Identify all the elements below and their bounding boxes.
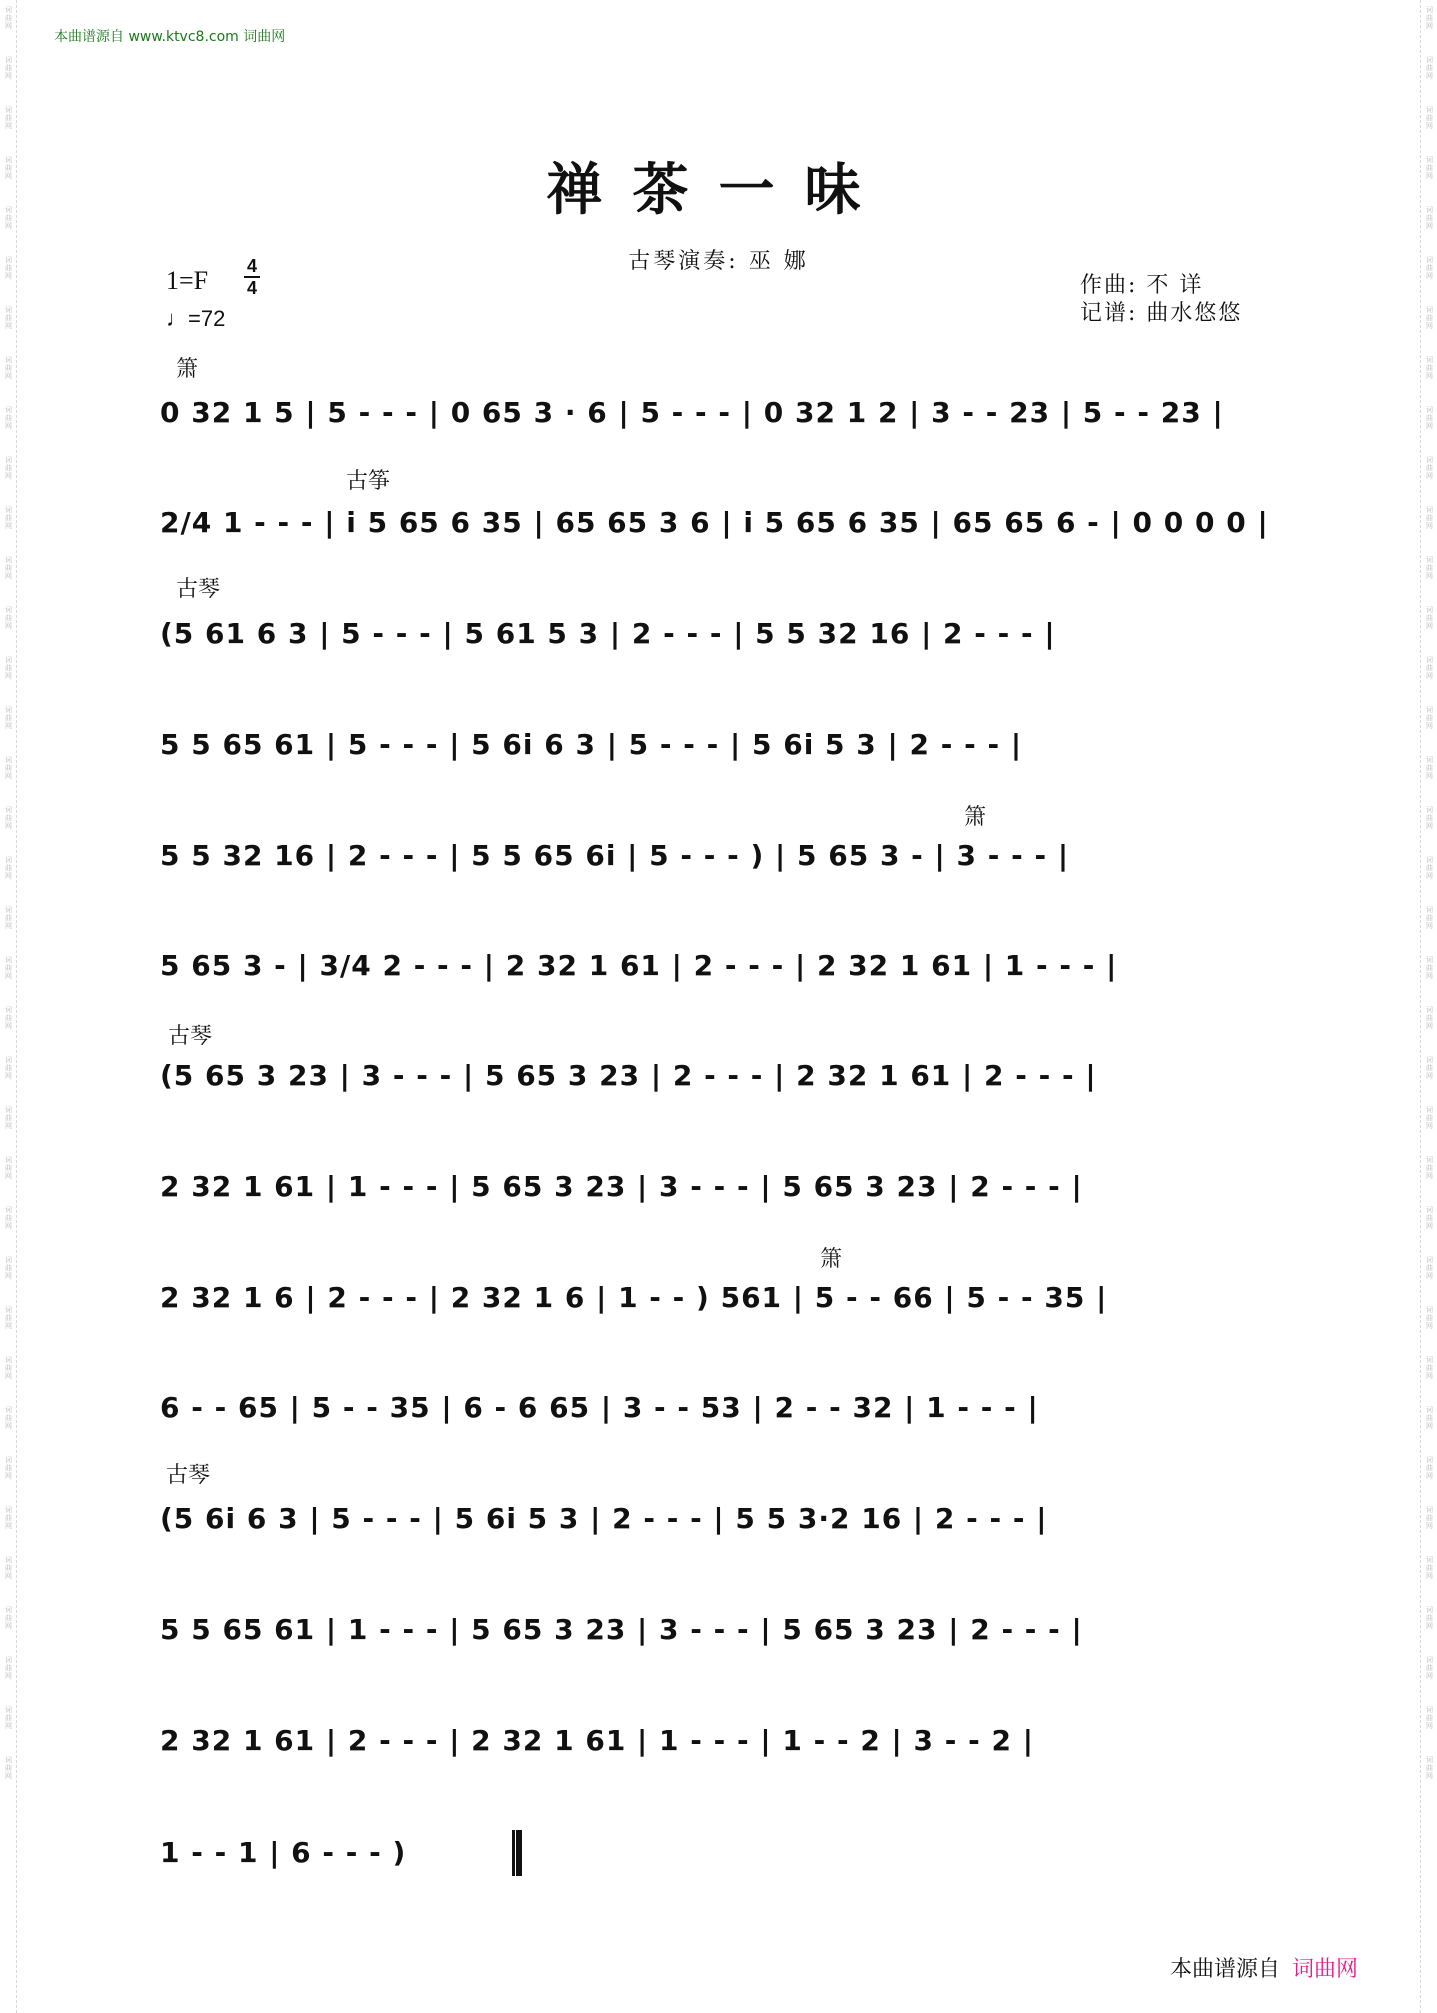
notation-line: 2 32 1 6 | 2 - - - | 2 32 1 6 | 1 - - ) 561 | 5 - - 66 | 5 - - 35 | [160,1281,1108,1314]
watermark-text: 词曲网 [1425,456,1434,480]
watermark-text: 词曲网 [1425,1106,1434,1130]
key-signature: 1=F [166,266,209,295]
source-footer-brand: 词曲网 [1292,1957,1359,1982]
watermark-text: 词曲网 [4,1656,13,1680]
watermark-text: 词曲网 [1425,1006,1434,1030]
watermark-text: 词曲网 [1425,256,1434,280]
watermark-strip-right [1420,0,1437,2013]
watermark-text: 词曲网 [4,306,13,330]
notation-line: 5 5 32 16 | 2 - - - | 5 5 65 6i | 5 - - - ) | 5 65 3 - | 3 - - - | [160,839,1070,872]
instrument-label: 古琴 [166,1463,211,1488]
watermark-text: 词曲网 [4,256,13,280]
watermark-text: 词曲网 [1425,1706,1434,1730]
watermark-text: 词曲网 [4,1106,13,1130]
instrument-label: 箫 [176,357,199,382]
watermark-text: 词曲网 [4,1006,13,1030]
watermark-strip-left [0,0,17,2013]
watermark-text: 词曲网 [1425,106,1434,130]
instrument-label: 箫 [964,805,987,830]
transcriber-credit: 记谱: 曲水悠悠 [1080,301,1243,326]
instrument-label: 古琴 [168,1024,213,1049]
watermark-text: 词曲网 [1425,656,1434,680]
watermark-text: 词曲网 [1425,1206,1434,1230]
watermark-text: 词曲网 [1425,306,1434,330]
instrument-label: 古筝 [346,469,391,494]
watermark-text: 词曲网 [1425,706,1434,730]
performer-line: 古琴演奏: 巫 娜 [628,249,809,274]
watermark-text: 词曲网 [4,906,13,930]
notation-line: 2/4 1 - - - | i 5 65 6 35 | 65 65 3 6 | i 5 65 6 35 | 65 65 6 - | 0 0 0 0 | [160,506,1269,539]
watermark-text: 词曲网 [4,706,13,730]
watermark-text: 词曲网 [4,1256,13,1280]
song-title: 禅茶一味 [546,157,891,223]
watermark-text: 词曲网 [4,806,13,830]
watermark-text: 词曲网 [4,1706,13,1730]
watermark-text: 词曲网 [1425,206,1434,230]
watermark-text: 词曲网 [4,106,13,130]
watermark-text: 词曲网 [4,1306,13,1330]
watermark-text: 词曲网 [4,1206,13,1230]
watermark-text: 词曲网 [1425,6,1434,30]
notation-line: 6 - - 65 | 5 - - 35 | 6 - 6 65 | 3 - - 53 | 2 - - 32 | 1 - - - | [160,1391,1039,1424]
watermark-text: 词曲网 [1425,1556,1434,1580]
notation-line: 2 32 1 61 | 1 - - - | 5 65 3 23 | 3 - - - | 5 65 3 23 | 2 - - - | [160,1170,1083,1203]
source-footer [1170,1952,1358,1983]
watermark-text: 词曲网 [4,156,13,180]
watermark-text: 词曲网 [1425,556,1434,580]
notation-line: 2 32 1 61 | 2 - - - | 2 32 1 61 | 1 - - - | 1 - - 2 | 3 - - 2 | [160,1724,1034,1757]
watermark-text: 词曲网 [4,6,13,30]
watermark-text: 词曲网 [4,556,13,580]
notation-line: 1 - - 1 | 6 - - - ) [160,1836,407,1869]
watermark-text: 词曲网 [1425,506,1434,530]
watermark-text: 词曲网 [4,1156,13,1180]
watermark-text: 词曲网 [1425,756,1434,780]
watermark-text: 词曲网 [1425,1356,1434,1380]
source-header: 本曲谱源自 www.ktvc8.com 词曲网 [54,29,286,45]
source-footer-prefix: 本曲谱源自 [1170,1957,1281,1982]
watermark-text: 词曲网 [1425,1506,1434,1530]
notation-line: (5 61 6 3 | 5 - - - | 5 61 5 3 | 2 - - - | 5 5 32 16 | 2 - - - | [160,617,1056,650]
watermark-text: 词曲网 [4,856,13,880]
notation-line: (5 65 3 23 | 3 - - - | 5 65 3 23 | 2 - - - | 2 32 1 61 | 2 - - - | [160,1059,1097,1092]
watermark-text: 词曲网 [1425,406,1434,430]
watermark-text: 词曲网 [1425,1256,1434,1280]
notation-line: 5 65 3 - | 3/4 2 - - - | 2 32 1 61 | 2 - - - | 2 32 1 61 | 1 - - - | [160,949,1118,982]
watermark-text: 词曲网 [1425,1056,1434,1080]
time-signature-top: 4 [246,256,257,276]
watermark-text: 词曲网 [1425,56,1434,80]
tempo-marking: ♩=72 [166,306,226,331]
watermark-text: 词曲网 [1425,1656,1434,1680]
watermark-text: 词曲网 [4,956,13,980]
watermark-text: 词曲网 [1425,1606,1434,1630]
notation-line: (5 6i 6 3 | 5 - - - | 5 6i 5 3 | 2 - - - | 5 5 3·2 16 | 2 - - - | [160,1502,1048,1535]
watermark-text: 词曲网 [1425,1306,1434,1330]
watermark-text: 词曲网 [4,56,13,80]
notation-line: 0 32 1 5 | 5 - - - | 0 65 3 · 6 | 5 - - - | 0 32 1 2 | 3 - - 23 | 5 - - 23 | [160,396,1224,429]
watermark-text: 词曲网 [4,506,13,530]
watermark-text: 词曲网 [4,1556,13,1580]
watermark-text: 词曲网 [4,456,13,480]
watermark-text: 词曲网 [1425,1756,1434,1780]
watermark-text: 词曲网 [1425,1406,1434,1430]
final-barline [512,1830,522,1876]
instrument-label: 箫 [820,1247,843,1272]
watermark-text: 词曲网 [4,1356,13,1380]
time-signature-bottom: 4 [246,278,257,298]
watermark-text: 词曲网 [4,1606,13,1630]
watermark-text: 词曲网 [4,1456,13,1480]
watermark-text: 词曲网 [4,1506,13,1530]
watermark-text: 词曲网 [1425,1156,1434,1180]
notation-line: 5 5 65 61 | 1 - - - | 5 65 3 23 | 3 - - - | 5 65 3 23 | 2 - - - | [160,1613,1083,1646]
watermark-text: 词曲网 [1425,856,1434,880]
watermark-text: 词曲网 [4,356,13,380]
watermark-text: 词曲网 [1425,356,1434,380]
watermark-text: 词曲网 [4,1056,13,1080]
watermark-text: 词曲网 [1425,156,1434,180]
watermark-text: 词曲网 [4,206,13,230]
watermark-text: 词曲网 [1425,1456,1434,1480]
watermark-text: 词曲网 [4,756,13,780]
watermark-text: 词曲网 [1425,906,1434,930]
instrument-label: 古琴 [176,577,221,602]
watermark-text: 词曲网 [4,1756,13,1780]
watermark-text: 词曲网 [1425,956,1434,980]
time-signature [244,256,260,298]
watermark-text: 词曲网 [4,1406,13,1430]
watermark-text: 词曲网 [1425,806,1434,830]
watermark-text: 词曲网 [4,406,13,430]
notation-line: 5 5 65 61 | 5 - - - | 5 6i 6 3 | 5 - - - | 5 6i 5 3 | 2 - - - | [160,728,1023,761]
watermark-text: 词曲网 [1425,606,1434,630]
watermark-text: 词曲网 [4,656,13,680]
watermark-text: 词曲网 [4,606,13,630]
composer-credit: 作曲: 不 详 [1080,273,1204,298]
